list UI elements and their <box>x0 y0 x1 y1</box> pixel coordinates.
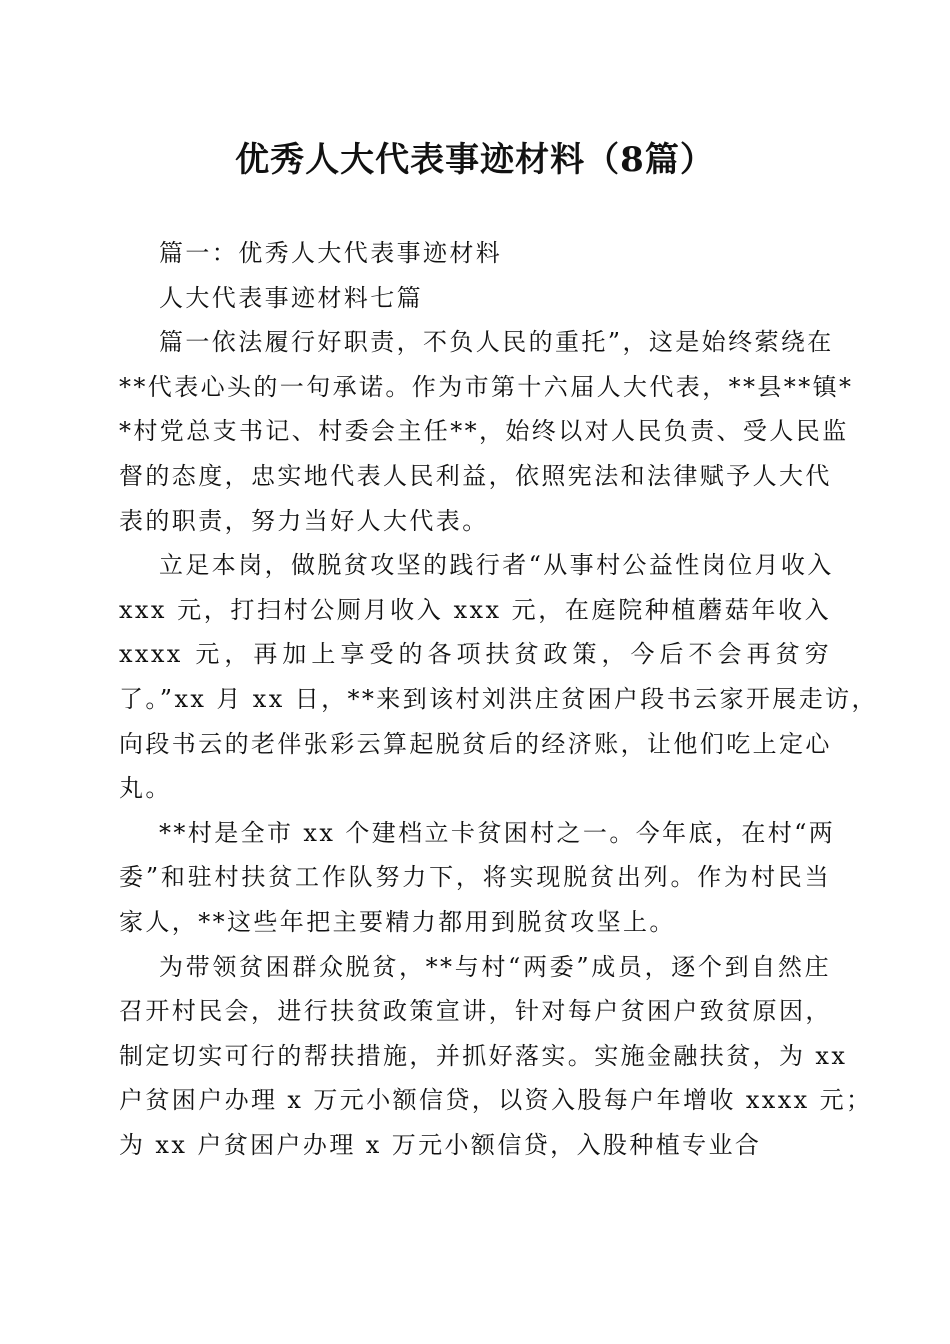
text-line: 督的态度，忠实地代表人民利益，依照宪法和法律赋予人大代 <box>119 461 832 490</box>
text-line: 丸。 <box>119 774 172 803</box>
document-body <box>119 231 878 1167</box>
text-line: 召开村民会，进行扶贫政策宣讲，针对每户贫困户致贫原因， <box>119 997 832 1026</box>
text-line: 为带领贫困群众脱贫，**与村“两委”成员，逐个到自然庄 <box>159 952 831 981</box>
text-line: 向段书云的老伴张彩云算起脱贫后的经济账，让他们吃上定心 <box>119 729 832 758</box>
text-line: *村党总支书记、村委会主任**，始终以对人民负责、受人民监 <box>119 417 849 446</box>
text-line: 制定切实可行的帮扶措施，并抓好落实。实施金融扶贫，为 xx <box>119 1041 848 1070</box>
text-line: 了。”xx 月 xx 日，**来到该村刘洪庄贫困户段书云家开展走访， <box>119 684 878 713</box>
text-line: 为 xx 户贫困户办理 x 万元小额信贷，入股种植专业合 <box>119 1130 762 1159</box>
text-line: xxxx 元，再加上享受的各项扶贫政策，今后不会再贫穷 <box>119 640 831 669</box>
text-line: 表的职责，努力当好人大代表。 <box>119 506 489 535</box>
text-line: 立足本岗，做脱贫攻坚的践行者“从事村公益性岗位月收入 <box>159 551 834 580</box>
text-line: **村是全市 xx 个建档立卡贫困村之一。今年底，在村“两 <box>159 818 836 847</box>
text-line: 委”和驻村扶贫工作队努力下，将实现脱贫出列。作为村民当 <box>119 863 831 892</box>
text-line: xxx 元，打扫村公厕月收入 xxx 元，在庭院种植蘑菇年收入 <box>119 595 831 624</box>
text-line: 家人，**这些年把主要精力都用到脱贫攻坚上。 <box>119 907 676 936</box>
text-line: 户贫困户办理 x 万元小额信贷，以资入股每户年增收 xxxx 元； <box>119 1086 873 1115</box>
text-line: **代表心头的一句承诺。作为市第十六届人大代表，**县**镇* <box>119 372 854 401</box>
text-line: 人大代表事迹材料七篇 <box>159 283 423 312</box>
text-line: 篇一：优秀人大代表事迹材料 <box>159 239 503 267</box>
document-title: 优秀人大代表事迹材料（8篇） <box>235 140 715 180</box>
text-line: 篇一依法履行好职责，不负人民的重托”，这是始终萦绕在 <box>159 328 834 357</box>
